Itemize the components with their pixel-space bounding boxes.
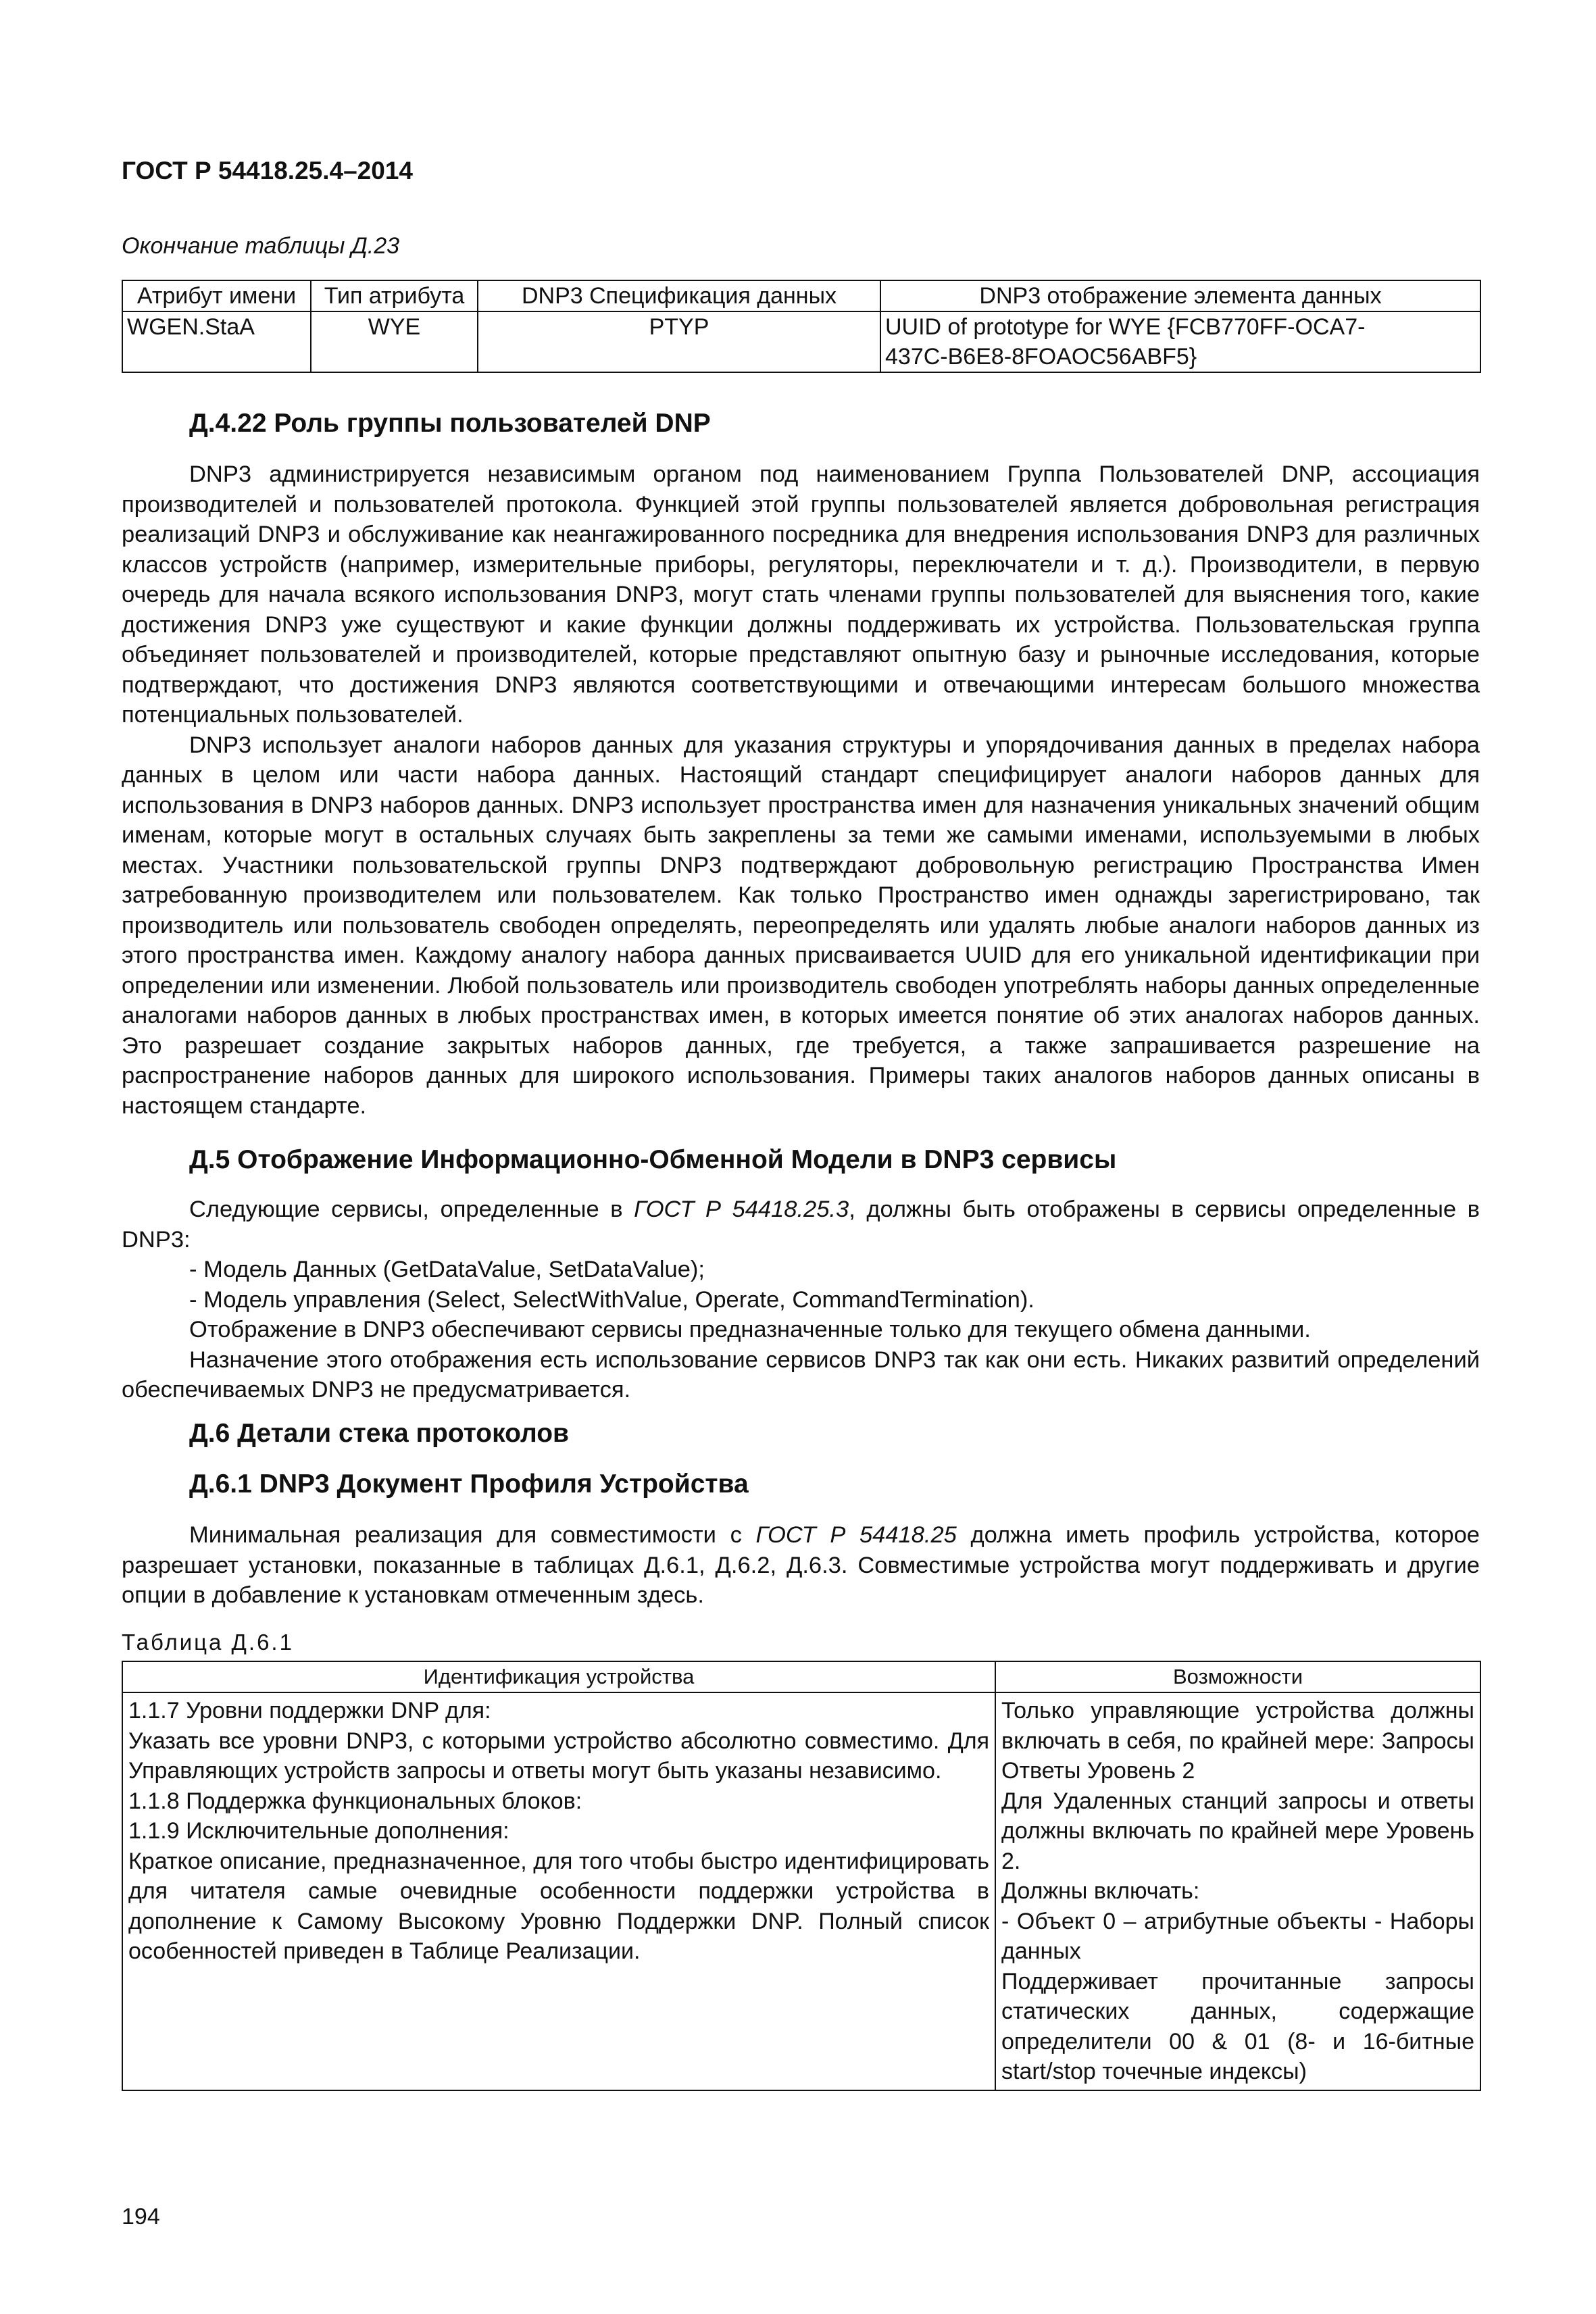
paragraph: DNP3 администрируется независимым органом под наименованием Группа Пользователей DNP, ассоциация производителей и пользователей протокола. Функцией этой группы пользователей является добровольная регистрация реализаций DNP3 и обслуживание как неангажированного посредника для внедрения использования DNP3 для различных классов устройств (например, измерительные приборы, регуляторы, переключатели и т. д.). Производители, в первую очередь для начала всякого использования DNP3, могут стать членами группы пользователей для выяснения того, какие достижения DNP3 уже существуют и какие функции должны поддерживать их устройства. Пользовательская группа объединяет пользователей и производителей, которые представляют опытную базу и рыночные исследования, которые подтверждают, что достижения DNP3 являются соответствующими и отвечающими интересам большого множества потенциальных пользователей. bbox=[122, 461, 1480, 728]
cell-line: 1.1.7 Уровни поддержки DNP для: bbox=[128, 1698, 491, 1724]
cell-line: 1.1.9 Исключительные дополнения: bbox=[128, 1818, 509, 1844]
paragraph: Отображение в DNP3 обеспечивают сервисы предназначенные только для текущего обмена данными. bbox=[189, 1317, 1311, 1342]
column-header: Возможности bbox=[995, 1661, 1480, 1692]
paragraph: Назначение этого отображения есть использование сервисов DNP3 так как они есть. Никаких развитий определений обеспечиваемых DNP3 не предусматривается. bbox=[122, 1347, 1480, 1403]
cell-line: Указать все уровни DNP3, с которыми устройство абсолютно совместимо. Для Управляющих устройств запросы и ответы могут быть указаны независимо. bbox=[128, 1728, 989, 1784]
cell-line: Должны включать: bbox=[1001, 1878, 1200, 1904]
page-number: 194 bbox=[122, 2204, 160, 2230]
cell-line: Только управляющие устройства должны включать в себя, по крайней мере: Запросы Ответы Уровень 2 bbox=[1001, 1698, 1474, 1784]
section-heading: Д.4.22 Роль группы пользователей DNP bbox=[189, 409, 711, 438]
table-d61 bbox=[122, 1661, 1481, 2091]
column-header: DNP3 Спецификация данных bbox=[478, 280, 880, 311]
standard-reference: ГОСТ Р 54418.25 bbox=[755, 1522, 957, 1548]
paragraph bbox=[122, 1520, 1480, 1611]
cell-line: Поддерживает прочитанные запросы статических данных, содержащие определители 00 & 01 (8- и 16-битные start/stop точечные индексы) bbox=[1001, 1968, 1474, 2084]
table-continuation-caption: Окончание таблицы Д.23 bbox=[122, 233, 400, 259]
text-span: Следующие сервисы, определенные в bbox=[189, 1197, 634, 1222]
table-row bbox=[122, 1692, 1480, 2090]
table-cell bbox=[122, 1692, 995, 2090]
table-row bbox=[122, 311, 1480, 372]
column-header: Атрибут имени bbox=[122, 280, 311, 311]
document-header: ГОСТ Р 54418.25.4–2014 bbox=[122, 157, 413, 184]
table-cell: PTYP bbox=[478, 311, 880, 372]
column-header: DNP3 отображение элемента данных bbox=[880, 280, 1480, 311]
cell-line: Для Удаленных станций запросы и ответы должны включать по крайней мере Уровень 2. bbox=[1001, 1788, 1474, 1874]
section-heading: Д.6.1 DNP3 Документ Профиля Устройства bbox=[189, 1469, 749, 1499]
section-heading: Д.6 Детали стека протоколов bbox=[189, 1419, 570, 1448]
column-header: Идентификация устройства bbox=[122, 1661, 995, 1692]
table-header-row bbox=[122, 1661, 1480, 1692]
section-body bbox=[122, 459, 1480, 1121]
table-d23 bbox=[122, 280, 1481, 373]
column-header: Тип атрибута bbox=[311, 280, 478, 311]
cell-line: 1.1.8 Поддержка функциональных блоков: bbox=[128, 1788, 582, 1814]
paragraph: DNP3 использует аналоги наборов данных для указания структуры и упорядочивания данных в пределах набора данных в целом или части набора данных. Настоящий стандарт специфицирует аналоги наборов данных для использования в DNP3 наборов данных. DNP3 использует пространства имен для назначения уникальных значений общим именам, которые могут в остальных случаях быть закреплены за теми же самыми именами, используемыми в любых местах. Участники пользовательской группы DNP3 подтверждают добровольную регистрацию Пространства Имен затребованную производителем или пользователем. Как только Пространство имен однажды зарегистрировано, так производитель или пользователь свободен определять, переопределять или удалять любые аналоги наборов данных из этого пространства имен. Каждому аналогу набора данных присваивается UUID для его уникальной идентификации при определении или изменении. Любой пользователь или производитель свободен употреблять наборы данных определенные аналогами наборов данных в любых пространствах имен, в которых имеется понятие об этих аналогах наборов данных. Это разрешает создание закрытых наборов данных, где требуется, а также запрашивается разрешение на распространение наборов данных для широкого использования. Примеры таких аналогов наборов данных описаны в настоящем стандарте. bbox=[122, 732, 1480, 1119]
mapping-line: 437C-B6E8-8FOAOC56ABF5} bbox=[885, 344, 1197, 370]
section-heading: Д.5 Отображение Информационно-Обменной Модели в DNP3 сервисы bbox=[189, 1145, 1117, 1174]
cell-line: - Объект 0 – атрибутные объекты - Наборы данных bbox=[1001, 1908, 1474, 1964]
mapping-line: UUID of prototype for WYE {FCB770FF-OCA7- bbox=[885, 314, 1366, 340]
text-span: , должны быть отображены в сервисы определенные в DNP3: bbox=[122, 1197, 1480, 1253]
section-body bbox=[122, 1520, 1480, 1611]
paragraph bbox=[122, 1194, 1480, 1255]
cell-line: Краткое описание, предназначенное, для того чтобы быстро идентифицировать для читателя самые очевидные особенности поддержки устройства в дополнение к Самому Высокому Уровню Поддержки DNP. Полный список особенностей приведен в Таблице Реализации. bbox=[128, 1848, 989, 1964]
table-cell bbox=[880, 311, 1480, 372]
text-span: должна иметь профиль устройства, которое разрешает установки, показанные в таблицах Д.6.1, Д.6.2, Д.6.3. Совместимые устройства могут поддерживать и другие опции в добавление к установкам отмеченным здесь. bbox=[122, 1522, 1480, 1608]
table-cell bbox=[995, 1692, 1480, 2090]
table-cell: WGEN.StaA bbox=[122, 311, 311, 372]
table-caption: Таблица Д.6.1 bbox=[122, 1630, 294, 1655]
table-header-row bbox=[122, 280, 1480, 311]
list-item: - Модель управления (Select, SelectWithValue, Operate, CommandTermination). bbox=[189, 1286, 1034, 1313]
list-item: - Модель Данных (GetDataValue, SetDataValue); bbox=[189, 1257, 705, 1282]
section-body bbox=[122, 1194, 1480, 1405]
table-cell: WYE bbox=[311, 311, 478, 372]
standard-reference: ГОСТ Р 54418.25.3 bbox=[634, 1197, 849, 1222]
text-span: Минимальная реализация для совместимости с bbox=[189, 1522, 756, 1548]
